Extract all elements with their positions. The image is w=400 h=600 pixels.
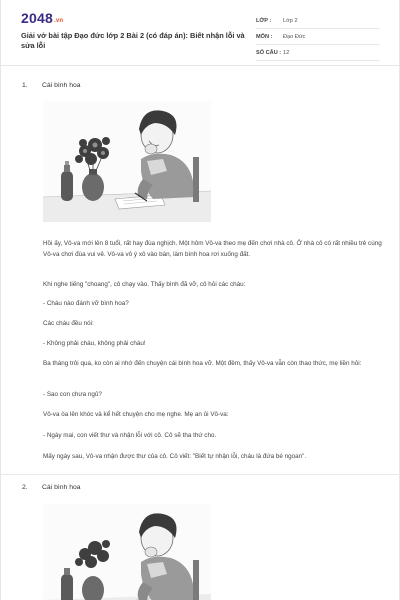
logo-main: 2048 (21, 10, 53, 26)
site-logo[interactable] (21, 10, 63, 26)
question-heading: Cái bình hoa (42, 484, 81, 491)
paragraph: Các cháu đều nói: (43, 320, 94, 327)
meta-row-subject (256, 29, 380, 45)
boy-writing-letter-illustration (43, 101, 211, 222)
page-title: Giải vở bài tập Đạo đức lớp 2 Bài 2 (có đáp án): Biết nhận lỗi và sửa lỗi (21, 31, 245, 50)
meta-value: 12 (283, 49, 290, 56)
paragraph: - Không phải cháu, không phải cháu! (43, 340, 146, 347)
meta-value: Đạo Đức (283, 33, 306, 40)
meta-row-grade (256, 13, 380, 29)
paragraph: - Ngày mai, con viết thư và nhận lỗi với cô. Cô sẽ tha thứ cho. (43, 432, 217, 439)
meta-key: LỚP : (256, 17, 272, 24)
question-heading: Cái bình hoa (42, 82, 81, 89)
logo-tld: .vn (53, 18, 64, 24)
paragraph: Ba tháng trôi qua, ko còn ai nhớ đến chuyện cái bình hoa vỡ. Một đêm, thấy Vô-va vẫn còn thao thức, mẹ liền hỏi: (43, 360, 362, 367)
meta-key: SỐ CÂU : (256, 49, 282, 56)
divider (1, 474, 400, 475)
question-number: 2. (22, 484, 28, 491)
paragraph: Khi nghe tiếng "choang", cô chạy vào. Thấy bình đã vỡ, cô hỏi các cháu: (43, 281, 246, 288)
question-number: 1. (22, 82, 28, 89)
question-1-header (1, 82, 81, 89)
meta-row-count (256, 45, 380, 61)
question-2-header (1, 484, 81, 491)
meta-value: Lớp 2 (283, 17, 298, 24)
illustration-svg (43, 101, 211, 222)
paragraph: Hồi ấy, Vô-va mới lên 8 tuổi, rất hay đùa nghịch. Một hôm Vô-va theo mẹ đến chơi nhà cô. Ở nhà cô có rất nhiều trẻ cùng Vô-va chơi đùa vui vẻ. Vô-va vô ý xô vào bàn, làm bình hoa rơi xuống đất. (43, 240, 382, 258)
paragraph: Mấy ngày sau, Vô-va nhận được thư của cô. Cô viết: "Biết tự nhận lỗi, cháu là đứa bé ngoan". (43, 453, 307, 460)
paragraph: - Sao con chưa ngủ? (43, 391, 102, 398)
meta-key: MÔN : (256, 33, 273, 40)
meta-info (256, 13, 380, 61)
page-header (1, 0, 399, 66)
illustration-svg (43, 504, 211, 600)
boy-writing-letter-illustration (43, 504, 211, 600)
paragraph: Vô-va òa lên khóc và kể hết chuyện cho mẹ nghe. Mẹ an ủi Vô-va: (43, 411, 229, 418)
paragraph: - Cháu nào đánh vỡ bình hoa? (43, 300, 129, 307)
